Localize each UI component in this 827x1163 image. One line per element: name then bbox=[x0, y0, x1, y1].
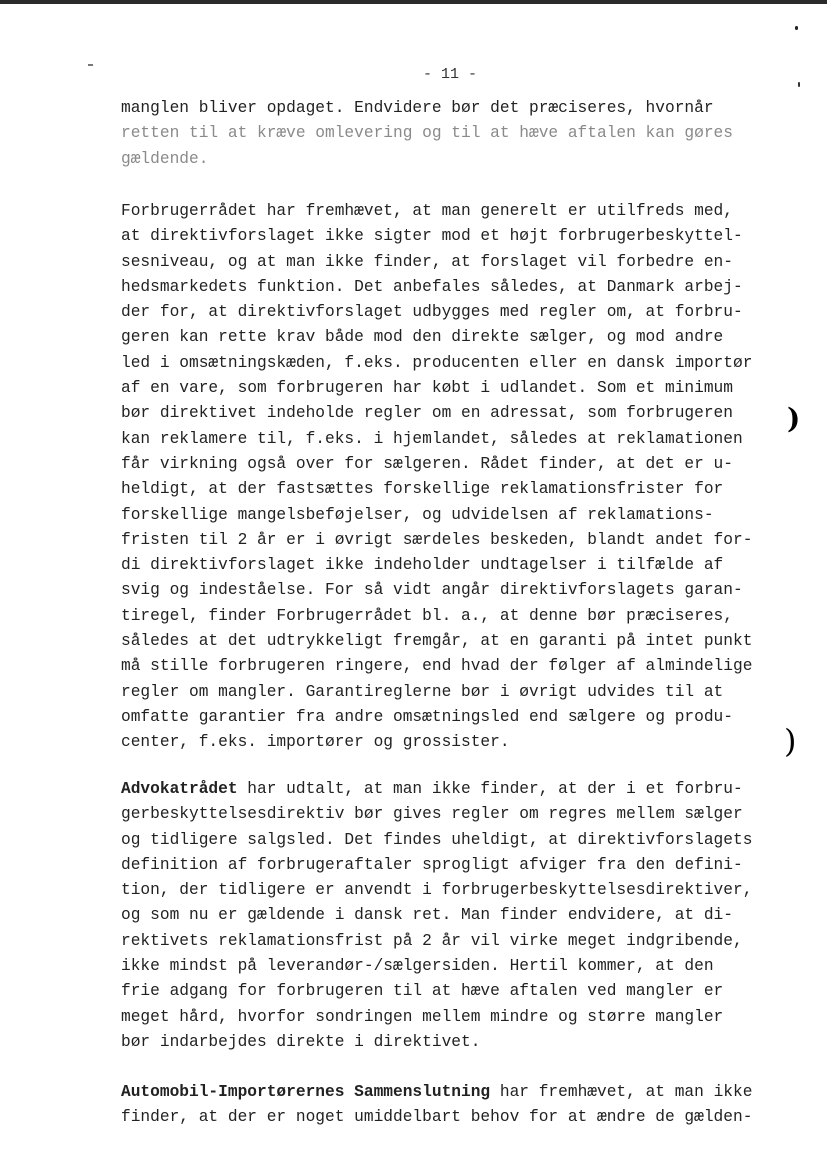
text-line: heldigt, at der fastsættes forskellige reklamationsfrister for bbox=[121, 480, 724, 499]
text-line: definition af forbrugeraftaler sprogligt afviger fra den defini- bbox=[121, 855, 743, 874]
speck-mark bbox=[798, 82, 800, 87]
paragraph-continuation bbox=[121, 96, 801, 172]
text-line: hedsmarkedets funktion. Det anbefales således, at Danmark arbej- bbox=[121, 277, 743, 296]
text-line: frie adgang for forbrugeren til at hæve aftalen ved mangler er bbox=[121, 982, 724, 1001]
text-line: sesniveau, og at man ikke finder, at forslaget vil forbedre en- bbox=[121, 252, 733, 271]
text-line: ikke mindst på leverandør-/sælgersiden. Hertil kommer, at den bbox=[121, 957, 714, 976]
text-line: bør indarbejdes direkte i direktivet. bbox=[121, 1032, 481, 1051]
bold-lead: Advokatrådet bbox=[121, 780, 238, 798]
text-line: retten til at kræve omlevering og til at hæve aftalen kan gøres bbox=[121, 124, 733, 143]
text-line: forskellige mangelsbeføjelser, og udvidelsen af reklamations- bbox=[121, 505, 714, 524]
text-line: center, f.eks. importører og grossister. bbox=[121, 733, 510, 752]
page-number: - 11 - bbox=[422, 66, 477, 83]
text-line: der for, at direktivforslaget udbygges med regler om, at forbru- bbox=[121, 303, 743, 322]
text-line: at direktivforslaget ikke sigter mod et højt forbrugerbeskyttel- bbox=[121, 227, 743, 246]
paragraph-advokatraadet bbox=[121, 777, 801, 1055]
text-line: af en vare, som forbrugeren har købt i udlandet. Som et minimum bbox=[121, 379, 733, 398]
text-line: får virkning også over for sælgeren. Rådet finder, at det er u- bbox=[121, 454, 733, 473]
text-line: omfatte garantier fra andre omsætningsled end sælgere og produ- bbox=[121, 707, 733, 726]
text-line: fristen til 2 år er i øvrigt særdeles beskeden, blandt andet for- bbox=[121, 530, 753, 549]
paragraph-automobil-importoerer bbox=[121, 1080, 801, 1131]
text-line: svig og indeståelse. For så vidt angår direktivforslagets garan- bbox=[121, 581, 743, 600]
bold-lead: Automobil-Importørernes Sammenslutning bbox=[121, 1083, 491, 1101]
text-line: regler om mangler. Garantireglerne bør i øvrigt udvides til at bbox=[121, 682, 724, 701]
text-line: og som nu er gældende i dansk ret. Man finder endvidere, at di- bbox=[121, 906, 733, 925]
text-line: gerbeskyttelsesdirektiv bør gives regler om regres mellem sælger bbox=[121, 805, 743, 824]
margin-bracket-mark: ) bbox=[787, 402, 801, 435]
text-line: meget hård, hvorfor sondringen mellem mindre og større mangler bbox=[121, 1007, 724, 1026]
text-line: således at det udtrykkeligt fremgår, at en garanti på intet punkt bbox=[121, 632, 753, 651]
text-line: og tidligere salgsled. Det findes uheldigt, at direktivforslagets bbox=[121, 830, 753, 849]
text-line: geren kan rette krav både mod den direkte sælger, og mod andre bbox=[121, 328, 724, 347]
speck-mark bbox=[795, 26, 798, 30]
text-line: gældende. bbox=[121, 149, 209, 168]
margin-bracket-mark: ) bbox=[784, 722, 797, 760]
text-line: led i omsætningskæden, f.eks. producenten eller en dansk importør bbox=[121, 353, 753, 372]
text-line: må stille forbrugeren ringere, end hvad der følger af almindelige bbox=[121, 657, 753, 676]
text-line: di direktivforslaget ikke indeholder undtagelser i tilfælde af bbox=[121, 556, 724, 575]
top-edge-bar bbox=[0, 0, 827, 4]
text-line bbox=[121, 777, 801, 802]
paragraph-forbrugerraadet bbox=[121, 199, 801, 756]
speck-mark bbox=[88, 64, 93, 66]
line-rest: har udtalt, at man ikke finder, at der i et forbru- bbox=[237, 780, 743, 798]
text-line: bør direktivet indeholde regler om en adressat, som forbrugeren bbox=[121, 404, 733, 423]
line-rest: har fremhævet, at man ikke bbox=[490, 1083, 753, 1101]
text-line: manglen bliver opdaget. Endvidere bør det præciseres, hvornår bbox=[121, 99, 714, 117]
text-line: rektivets reklamationsfrist på 2 år vil virke meget indgribende, bbox=[121, 931, 743, 950]
text-line: Forbrugerrådet har fremhævet, at man generelt er utilfreds med, bbox=[121, 202, 733, 220]
text-line: tiregel, finder Forbrugerrådet bl. a., at denne bør præciseres, bbox=[121, 606, 733, 625]
text-line: finder, at der er noget umiddelbart behov for at ændre de gælden- bbox=[121, 1108, 753, 1127]
text-line: kan reklamere til, f.eks. i hjemlandet, således at reklamationen bbox=[121, 429, 743, 448]
text-line bbox=[121, 1080, 801, 1105]
text-line: tion, der tidligere er anvendt i forbrugerbeskyttelsesdirektiver, bbox=[121, 881, 753, 900]
